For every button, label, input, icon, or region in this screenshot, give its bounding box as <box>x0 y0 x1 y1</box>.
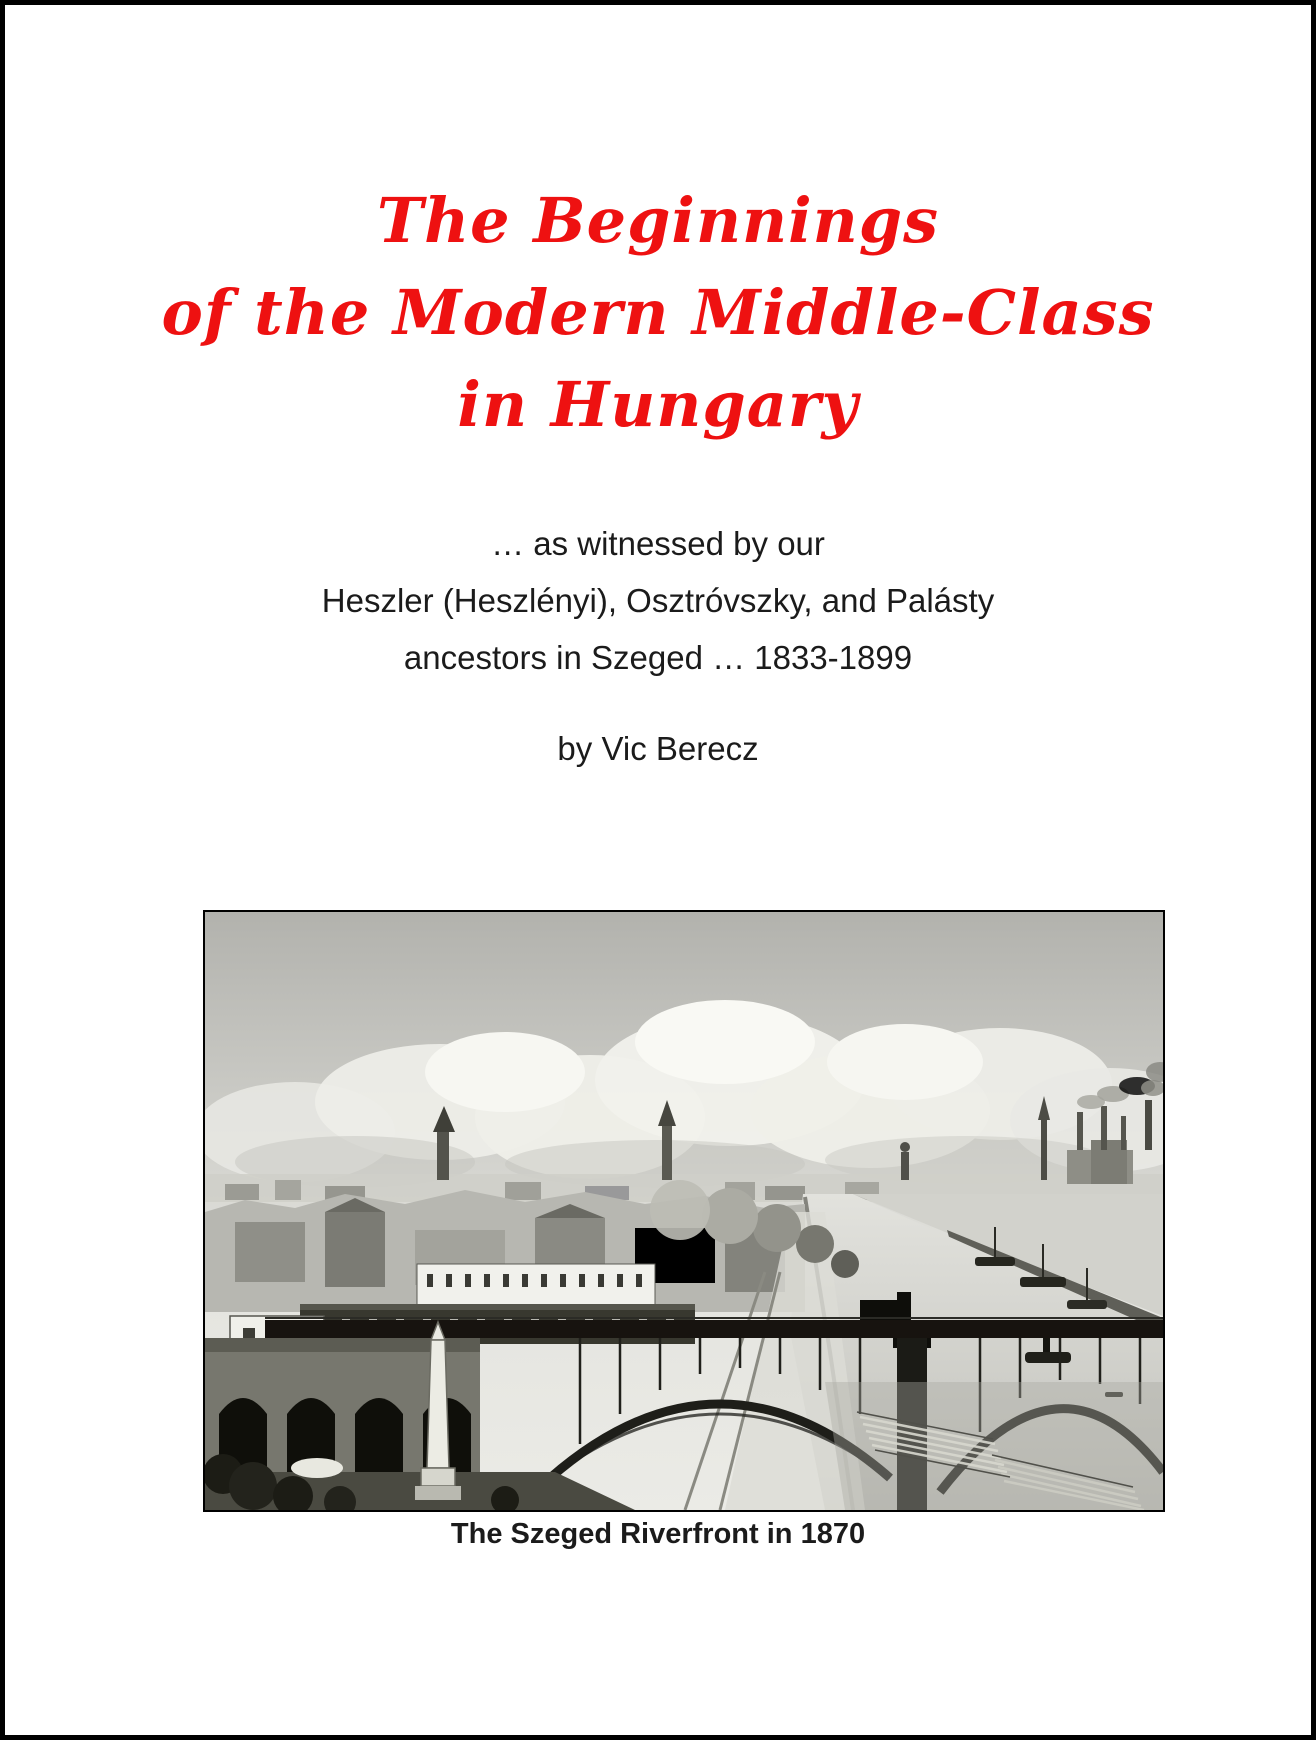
title-line-2: of the Modern Middle-Class <box>161 276 1155 349</box>
riverfront-photo <box>203 910 1165 1512</box>
subtitle-line-2: Heszler (Heszlényi), Osztróvszky, and Palásty <box>321 582 995 619</box>
riverfront-photo-illustration <box>205 912 1163 1510</box>
photo-log-rafts <box>825 1382 1163 1510</box>
byline: by Vic Berecz <box>557 730 759 767</box>
document-subtitle <box>5 515 1311 686</box>
photo-caption: The Szeged Riverfront in 1870 <box>450 1518 866 1550</box>
subtitle-line-1: … as witnessed by our <box>491 525 825 562</box>
document-title <box>5 175 1311 451</box>
title-line-1: The Beginnings <box>376 184 940 257</box>
title-line-3: in Hungary <box>457 368 859 441</box>
subtitle-line-3: ancestors in Szeged … 1833-1899 <box>403 639 913 676</box>
